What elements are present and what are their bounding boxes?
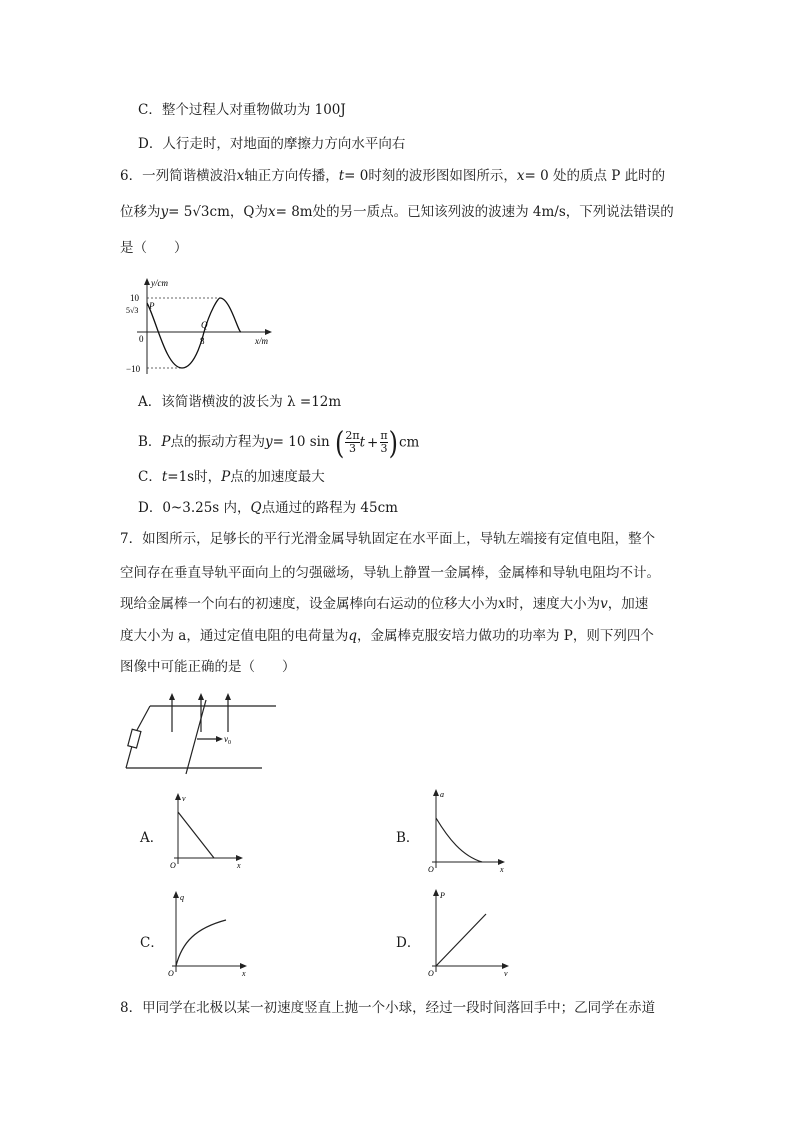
q7-graph-a-ylabel: v	[182, 794, 186, 803]
q6-option-b: B．P点的振动方程为y= 10 sin ( $\frac{2\pi}{3}$ t + $\frac{\pi}{3}$ )cm	[138, 424, 420, 461]
q7-graph-b	[426, 788, 510, 874]
q6-tick-8: 8	[200, 336, 205, 346]
q7-graph-d	[426, 888, 512, 980]
q7-graph-b-ylabel: a	[440, 790, 444, 799]
q6-option-c: C．t=1s时，P点的加速度最大	[138, 469, 325, 485]
q7-graph-a	[168, 792, 248, 872]
q7-graph-b-xlabel: x	[500, 865, 504, 874]
q7-stem-line4: 度大小为 a，通过定值电阻的电荷量为q，金属棒克服安培力做功的功率为 P，则下列四个	[120, 628, 654, 644]
q8-stem-line1: 8．甲同学在北极以某一初速度竖直上抛一个小球，经过一段时间落回手中；乙同学在赤道	[120, 1000, 656, 1016]
resistor	[128, 729, 141, 748]
q7-graph-c-ylabel: q	[180, 893, 184, 902]
q7-option-c-label: C．	[140, 935, 164, 951]
q7-graph-a-xlabel: x	[237, 861, 241, 870]
q5-option-c: C．整个过程人对重物做功为 100J	[138, 102, 346, 118]
q6-wave-graph	[124, 276, 294, 380]
q7-graph-d-origin: O	[428, 969, 434, 978]
q7-graph-d-ylabel: P	[440, 891, 445, 900]
q6-tick-10: 10	[130, 293, 139, 303]
q6-xlabel: x/m	[255, 336, 268, 346]
q6-ylabel: y/cm	[151, 278, 168, 288]
q7-stem-line2: 空间存在垂直导轨平面向上的匀强磁场，导轨上静置一金属棒，金属棒和导轨电阻均不计。	[120, 565, 660, 581]
q6-tick-m10: −10	[126, 364, 141, 374]
q7-circuit-diagram	[124, 690, 284, 780]
q6-option-d: D．0~3.25s 内，Q点通过的路程为 45cm	[138, 500, 398, 516]
q6-point-p: P	[149, 301, 155, 311]
q5-option-d: D．人行走时，对地面的摩擦力方向水平向右	[138, 136, 406, 152]
q7-stem-line3: 现给金属棒一个向右的初速度，设金属棒向右运动的位移大小为x时，速度大小为v，加速	[120, 596, 649, 612]
q7-stem-line1: 7．如图所示，足够长的平行光滑金属导轨固定在水平面上，导轨左端接有定值电阻，整个	[120, 531, 656, 547]
q7-graph-c-origin: O	[168, 969, 174, 978]
q7-graph-b-origin: O	[428, 865, 434, 874]
q6-tick-5r3: 5√3	[126, 306, 139, 315]
q7-option-d-label: D．	[396, 935, 421, 951]
q6-stem-line2: 位移为y= 5√3cm，Q为x= 8m处的另一质点。已知该列波的波速为 4m/s，下列说法错误的	[120, 204, 674, 220]
q6-tick-0: 0	[139, 334, 144, 344]
q6-stem-line1: 6．一列简谐横波沿x轴正方向传播，t= 0时刻的波形图如图所示，x= 0 处的质点 P 此时的	[120, 168, 666, 184]
q7-v0-label: $v_0$	[224, 734, 231, 746]
q7-graph-c	[166, 890, 252, 980]
q7-stem-line5: 图像中可能正确的是（ ）	[120, 659, 296, 675]
q6-stem-line3: 是（ ）	[120, 240, 188, 256]
q7-graph-c-xlabel: x	[242, 969, 246, 978]
q7-graph-a-origin: O	[170, 861, 176, 870]
q7-option-a-label: A．	[140, 830, 164, 846]
q7-graph-d-xlabel: v	[504, 969, 508, 978]
q6-point-q: Q	[201, 320, 208, 330]
q6-option-a: A．该简谐横波的波长为 λ =12m	[138, 394, 342, 410]
q7-option-b-label: B．	[396, 830, 420, 846]
